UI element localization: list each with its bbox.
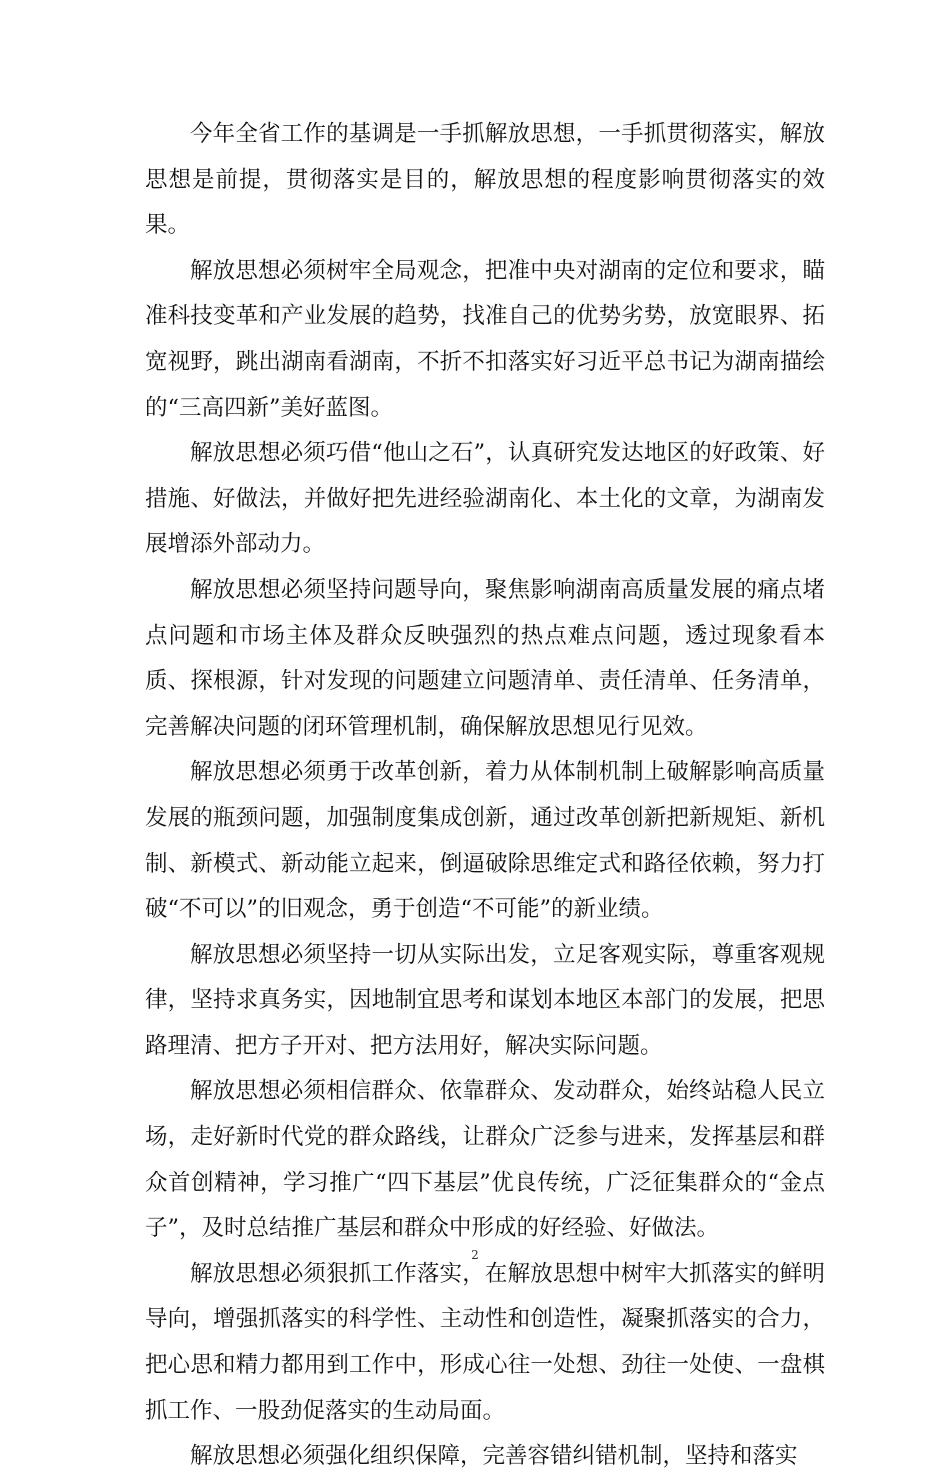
- paragraph-4: 解放思想必须坚持问题导向，聚焦影响湖南高质量发展的痛点堵点问题和市场主体及群众反映强烈的热点难点问题，透过现象看本质、探根源，针对发现的问题建立问题清单、责任清单、任务清单，完善解决问题的闭环管理机制，确保解放思想见行见效。: [145, 576, 825, 740]
- paragraph-3: 解放思想必须巧借“他山之石”，认真研究发达地区的好政策、好措施、好做法，并做好把先进经验湖南化、本土化的文章，为湖南发展增添外部动力。: [145, 440, 825, 558]
- paragraph-1: 今年全省工作的基调是一手抓解放思想，一手抓贯彻落实，解放思想是前提，贯彻落实是目的，解放思想的程度影响贯彻落实的效果。: [145, 121, 825, 239]
- document-body: [145, 112, 825, 1480]
- paragraph-5: 解放思想必须勇于改革创新，着力从体制机制上破解影响高质量发展的瓶颈问题，加强制度集成创新，通过改革创新把新规矩、新机制、新模式、新动能立起来，倒逼破除思维定式和路径依赖，努力打破“不可以”的旧观念，勇于创造“不可能”的新业绩。: [145, 759, 825, 923]
- paragraph-8: 解放思想必须狠抓工作落实，在解放思想中树牢大抓落实的鲜明导向，增强抓落实的科学性、主动性和创造性，凝聚抓落实的合力，把心思和精力都用到工作中，形成心往一处想、劲往一处使、一盘棋抓工作、一股劲促落实的生动局面。: [145, 1260, 825, 1424]
- paragraph-2: 解放思想必须树牢全局观念，把准中央对湖南的定位和要求，瞄准科技变革和产业发展的趋势，找准自己的优势劣势，放宽眼界、拓宽视野，跳出湖南看湖南，不折不扣落实好习近平总书记为湖南描绘的“三高四新”美好蓝图。: [145, 257, 825, 421]
- paragraph-9: 解放思想必须强化组织保障，完善容错纠错机制，坚持和落实: [190, 1443, 798, 1470]
- paragraph-6: 解放思想必须坚持一切从实际出发，立足客观实际，尊重客观规律，坚持求真务实，因地制宜思考和谋划本地区本部门的发展，把思路理清、把方子开对、把方法用好，解决实际问题。: [145, 941, 825, 1059]
- page-number: 2: [471, 1248, 479, 1262]
- paragraph-7: 解放思想必须相信群众、依靠群众、发动群众，始终站稳人民立场，走好新时代党的群众路线，让群众广泛参与进来，发挥基层和群众首创精神，学习推广“四下基层”优良传统，广泛征集群众的“金点子”，及时总结推广基层和群众中形成的好经验、好做法。: [145, 1078, 825, 1242]
